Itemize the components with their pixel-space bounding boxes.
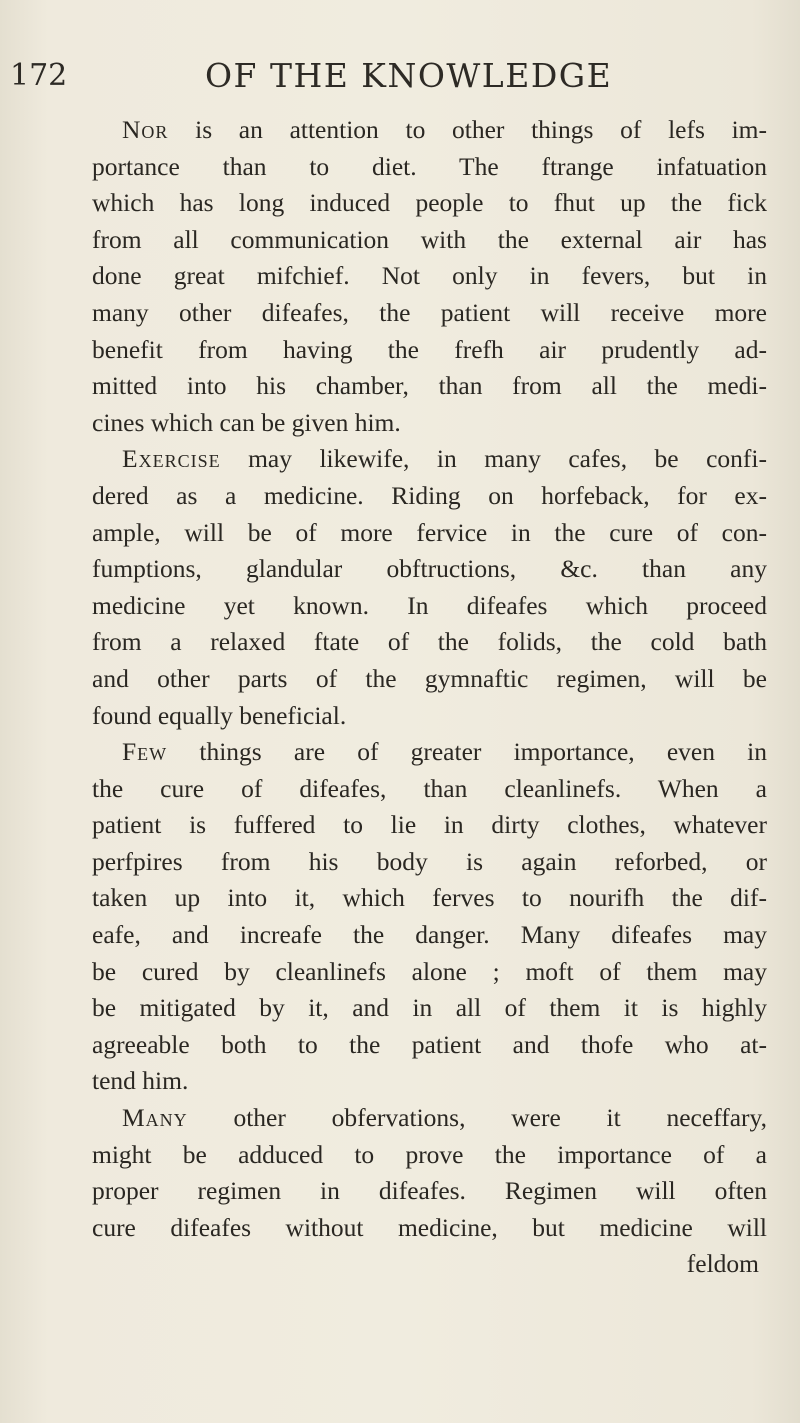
text-line: from all communication with the external air has: [92, 224, 767, 254]
text-line: fumptions, glandular obftructions, &c. than any: [92, 554, 767, 584]
paragraph-2: [92, 441, 767, 734]
text-line: proper regimen in difeafes. Regimen will often: [92, 1176, 767, 1206]
text-line: and other parts of the gymnaftic regimen, will be: [92, 663, 767, 693]
text-line: found equally beneficial.: [92, 700, 347, 730]
page-number: 172: [10, 58, 68, 93]
text-line: mitted into his chamber, than from all the medi-: [92, 371, 767, 401]
text-line: cure difeafes without medicine, but medicine will: [92, 1212, 767, 1242]
text-line: Nor is an attention to other things of lefs im-: [122, 115, 767, 144]
text-line: be mitigated by it, and in all of them it is highly: [92, 993, 767, 1023]
text-line: benefit from having the frefh air prudently ad-: [92, 334, 767, 364]
text-line: be cured by cleanlinefs alone ; moft of them may: [92, 956, 767, 986]
text-line: medicine yet known. In difeafes which proceed: [92, 590, 767, 620]
paragraph-lead: Exercise: [122, 444, 221, 474]
paragraph-lead: Nor: [122, 115, 169, 144]
paragraph-4: [92, 1100, 767, 1246]
text-line: which has long induced people to fhut up the fick: [92, 188, 767, 218]
running-head: OF THE KNOWLEDGE: [205, 56, 613, 95]
paragraph-3: [92, 734, 767, 1100]
text-line: the cure of difeafes, than cleanlinefs. When a: [92, 773, 767, 803]
text-line: done great mifchief. Not only in fevers, but in: [92, 261, 767, 291]
paragraph-1: [92, 112, 767, 441]
text-line: from a relaxed ftate of the folids, the cold bath: [92, 627, 767, 657]
text-line: ample, will be of more fervice in the cure of con-: [92, 517, 767, 547]
text-line: patient is fuffered to lie in dirty clothes, whatever: [92, 810, 767, 840]
text-line: might be adduced to prove the importance of a: [92, 1139, 767, 1169]
text-line: tend him.: [92, 1066, 189, 1096]
text-line: Many other obfervations, were it neceffary,: [122, 1103, 767, 1133]
catchword: feldom: [686, 1249, 759, 1279]
text-line: Exercise may likewife, in many cafes, be confi-: [122, 444, 767, 474]
text-line: agreeable both to the patient and thofe who at-: [92, 1029, 767, 1059]
text-line: cines which can be given him.: [92, 407, 401, 437]
text-line: dered as a medicine. Riding on horfeback, for ex-: [92, 480, 767, 510]
text-line: taken up into it, which ferves to nourifh the dif-: [92, 883, 767, 913]
text-line: Few things are of greater importance, even in: [122, 737, 767, 767]
paragraph-lead: Many: [122, 1103, 188, 1133]
text-line: many other difeafes, the patient will receive more: [92, 297, 767, 327]
body-text: [92, 112, 767, 1283]
text-line: perfpires from his body is again reforbed, or: [92, 846, 767, 876]
paragraph-lead: Few: [122, 737, 168, 767]
text-line: portance than to diet. The ftrange infatuation: [92, 151, 767, 181]
text-line: eafe, and increafe the danger. Many difeafes may: [92, 920, 767, 950]
